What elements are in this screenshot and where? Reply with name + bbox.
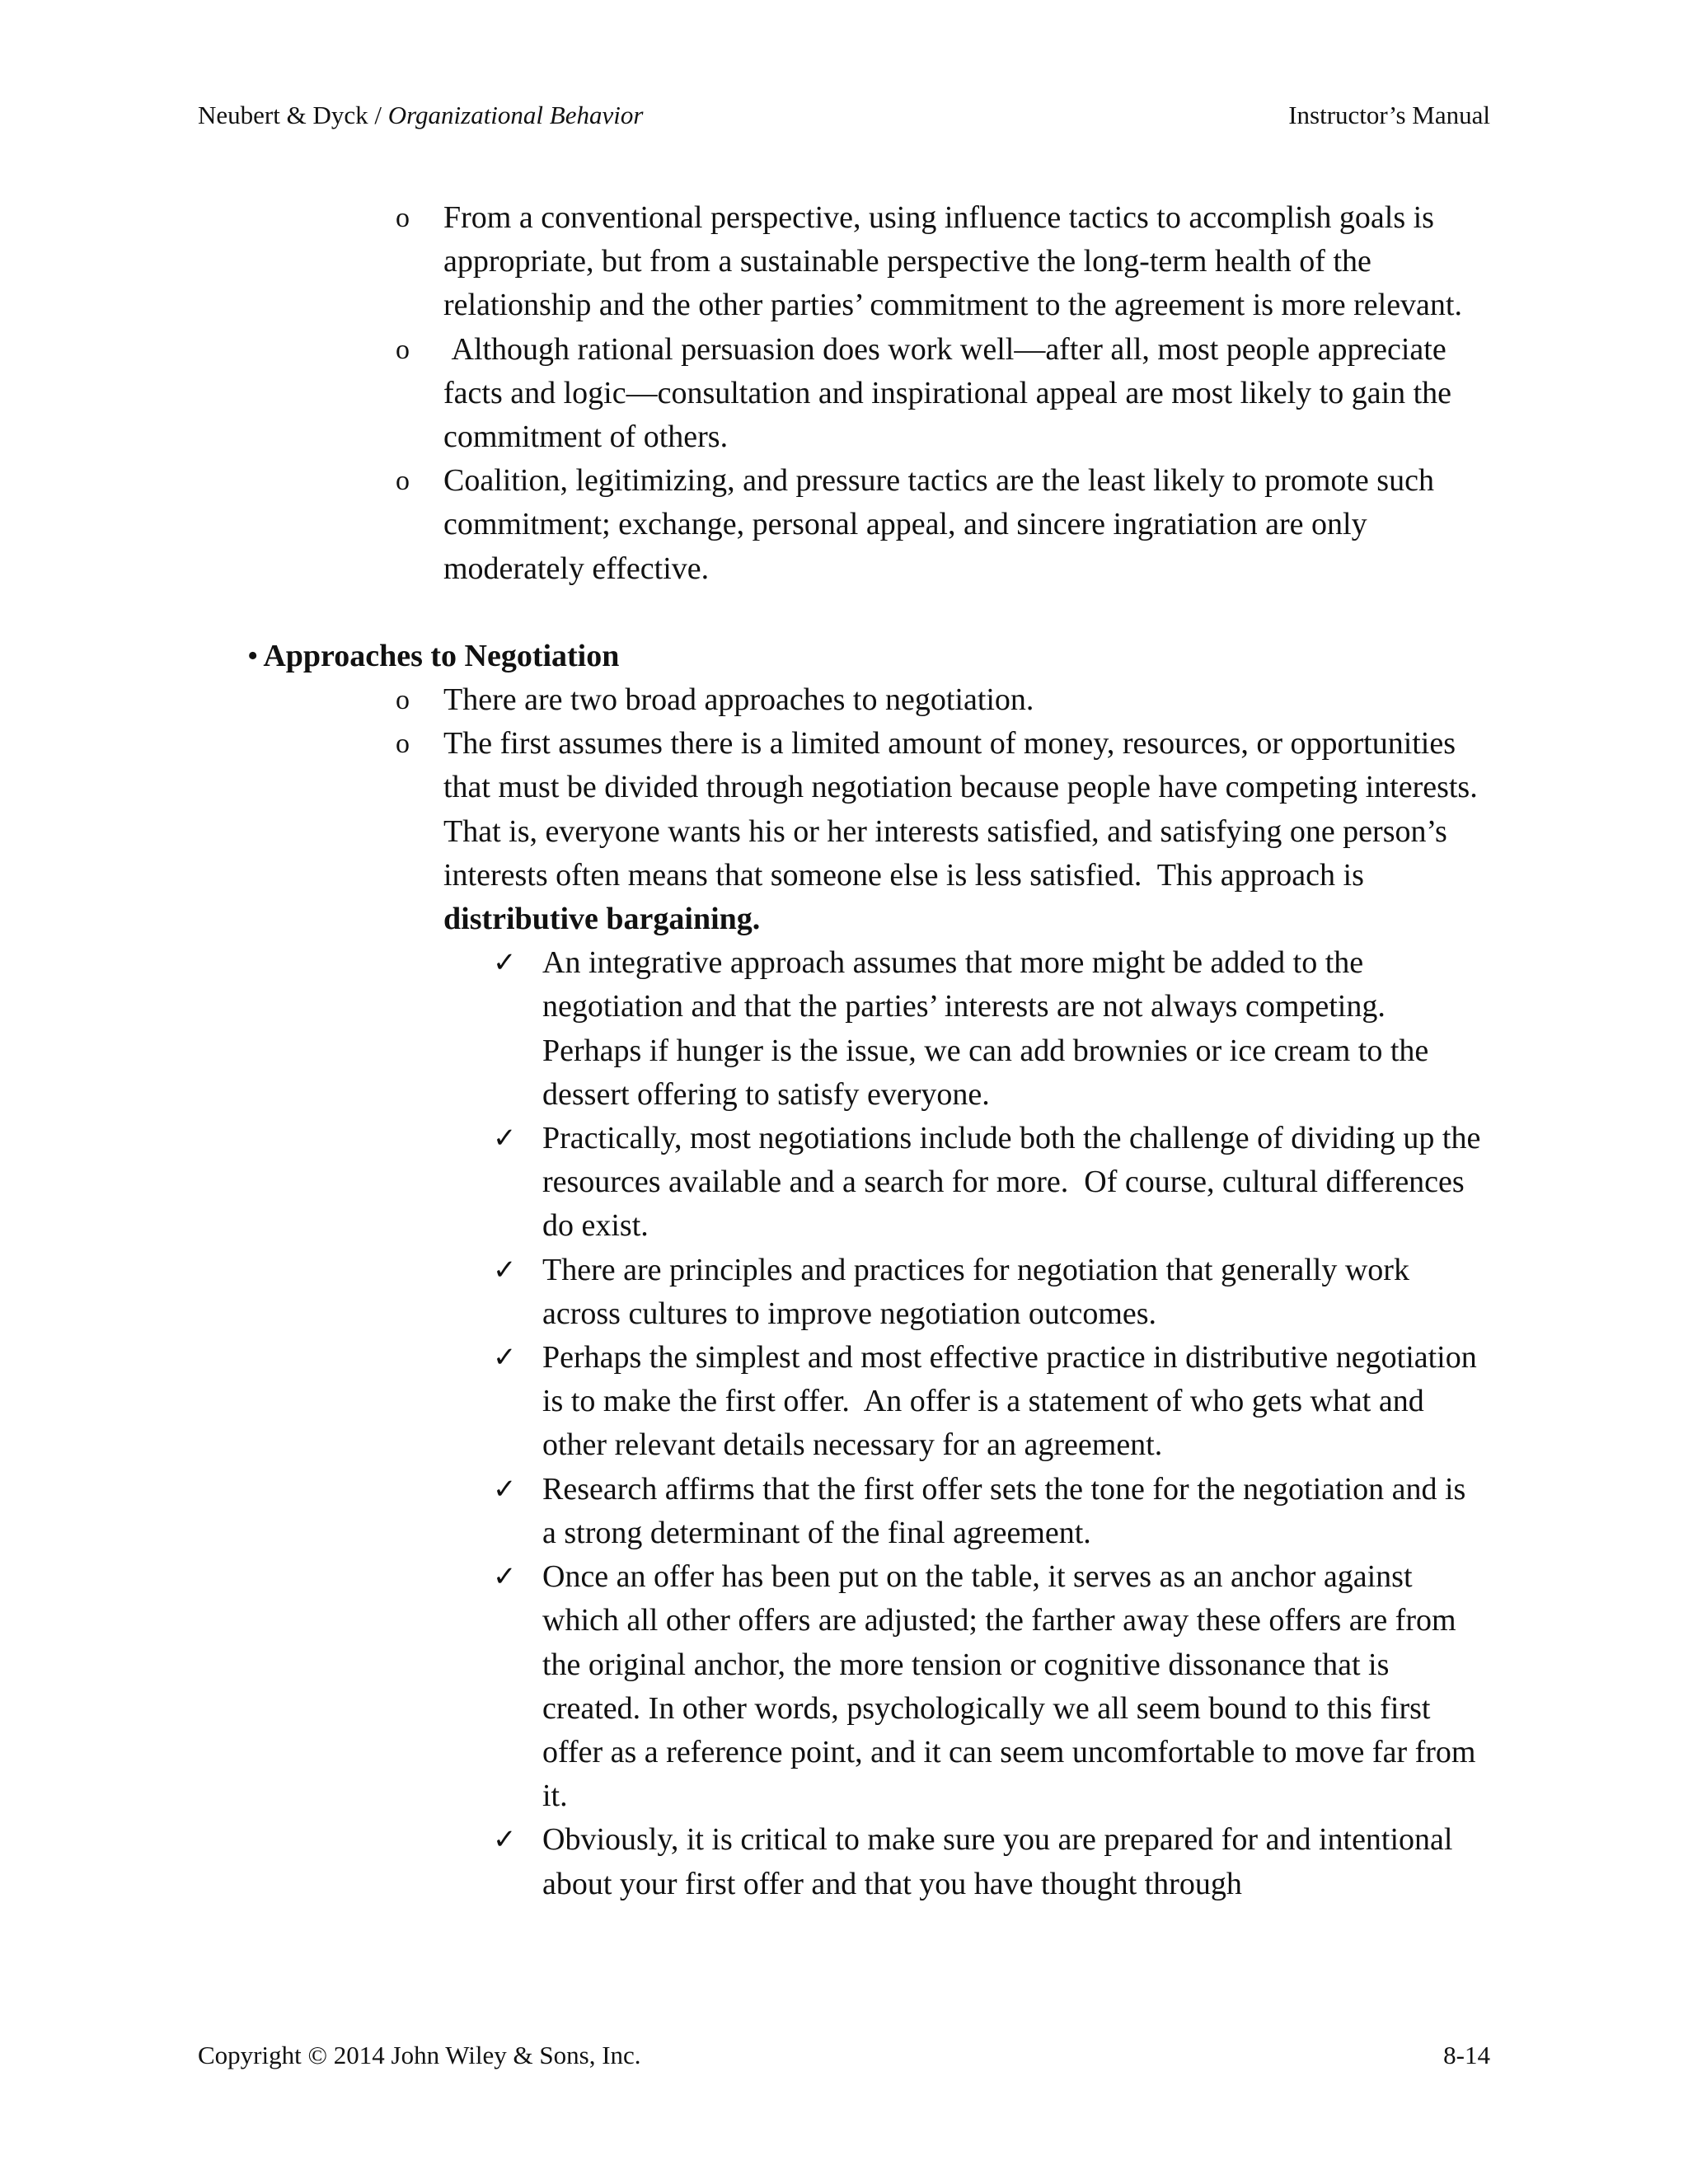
- page-header: [198, 99, 1490, 132]
- header-book-title: Organizational Behavior: [387, 101, 644, 129]
- bullet-icon: •: [247, 638, 259, 673]
- circle-bullet-icon: o: [396, 729, 410, 760]
- document-body: [0, 196, 1688, 1906]
- list-item-text-body: The first assumes there is a limited amount of money, resources, or opportunities that must be divided through negotiation because people have competing interests. That is, everyone wants his or her interests satisfied, and satisfying one person’s interests often means that someone else is less satisfied. This approach is: [443, 726, 1493, 893]
- check-item-text: Perhaps the simplest and most effective practice in distributive negotiation is to make the first offer. An offer is a statement of who gets what and other relevant details necessary for an agreement.: [542, 1340, 1485, 1463]
- list-item: [396, 722, 1493, 941]
- check-item-text: An integrative approach assumes that more might be added to the negotiation and that the parties’ interests are not always competing. Perhaps if hunger is the issue, we can add brownies or ice cream to the dessert offering to satisfy everyone.: [542, 945, 1437, 1112]
- circle-bullet-icon: o: [396, 685, 410, 716]
- check-item-text: Practically, most negotiations include both the challenge of dividing up the resources available and a search for more. Of course, cultural differences do exist.: [542, 1121, 1489, 1244]
- header-manual-label: Instructor’s Manual: [1288, 101, 1490, 129]
- checkmark-icon: ✓: [493, 1254, 517, 1286]
- check-item-text: Once an offer has been put on the table, it serves as an anchor against which all other offers are adjusted; the farther away these offers are from the original anchor, the more tension or cognitive dissonance that is created. In other words, psychologically we all seem bound to this first offer as a reference point, and it can seem uncomfortable to move far from it.: [542, 1559, 1476, 1814]
- page-number: 8-14: [1443, 2041, 1490, 2069]
- checkmark-icon: ✓: [493, 1825, 517, 1856]
- check-item: [493, 1336, 1485, 1468]
- checkmark-icon: ✓: [493, 948, 517, 979]
- list-item: [396, 196, 1482, 328]
- checkmark-icon: ✓: [493, 1474, 517, 1505]
- checkmark-icon: ✓: [493, 1123, 517, 1155]
- check-item: [493, 1468, 1482, 1555]
- check-item-text: Obviously, it is critical to make sure you are prepared for and intentional about your first offer and that you have thought through: [542, 1822, 1453, 1901]
- list-item-text: From a conventional perspective, using influence tactics to accomplish goals is appropriate, but from a sustainable perspective the long-term health of the relationship and the other parties’ commitment to the agreement is more relevant.: [443, 200, 1462, 323]
- header-authors: Neubert & Dyck /: [198, 101, 388, 129]
- list-item-text: There are two broad approaches to negotiation.: [443, 682, 1034, 718]
- list-item: [396, 678, 1482, 722]
- copyright-text: Copyright © 2014 John Wiley & Sons, Inc.: [198, 2041, 641, 2069]
- check-item: [493, 1249, 1482, 1336]
- circle-bullet-icon: o: [396, 466, 410, 497]
- circle-bullet-icon: o: [396, 334, 410, 365]
- check-item: [493, 1818, 1482, 1905]
- circle-bullet-icon: o: [396, 203, 410, 233]
- list-item-text: Coalition, legitimizing, and pressure tactics are the least likely to promote such commitment; exchange, personal appeal, and sincere ingratiation are only moderately effective.: [443, 463, 1434, 586]
- section-heading: [247, 635, 1688, 678]
- checkmark-icon: ✓: [493, 1562, 517, 1593]
- list-item: [396, 459, 1482, 591]
- list-item-text: [443, 726, 1493, 936]
- bold-term: distributive bargaining.: [443, 902, 761, 937]
- checkmark-icon: ✓: [493, 1343, 517, 1374]
- check-item-text: Research affirms that the first offer sets the tone for the negotiation and is a strong determinant of the final agreement.: [542, 1471, 1466, 1550]
- check-item: [493, 1555, 1482, 1818]
- list-item-text: Although rational persuasion does work well—after all, most people appreciate facts and logic—consultation and inspirational appeal are most likely to gain the commitment of others.: [443, 331, 1460, 455]
- check-item: [493, 941, 1482, 1117]
- check-item: [493, 1117, 1489, 1249]
- section-heading-text: Approaches to Negotiation: [263, 638, 620, 673]
- check-item-text: There are principles and practices for negotiation that generally work across cultures to improve negotiation outcomes.: [542, 1252, 1409, 1331]
- page-footer: [198, 2039, 1490, 2072]
- header-title: [198, 99, 643, 132]
- list-item: [396, 328, 1482, 460]
